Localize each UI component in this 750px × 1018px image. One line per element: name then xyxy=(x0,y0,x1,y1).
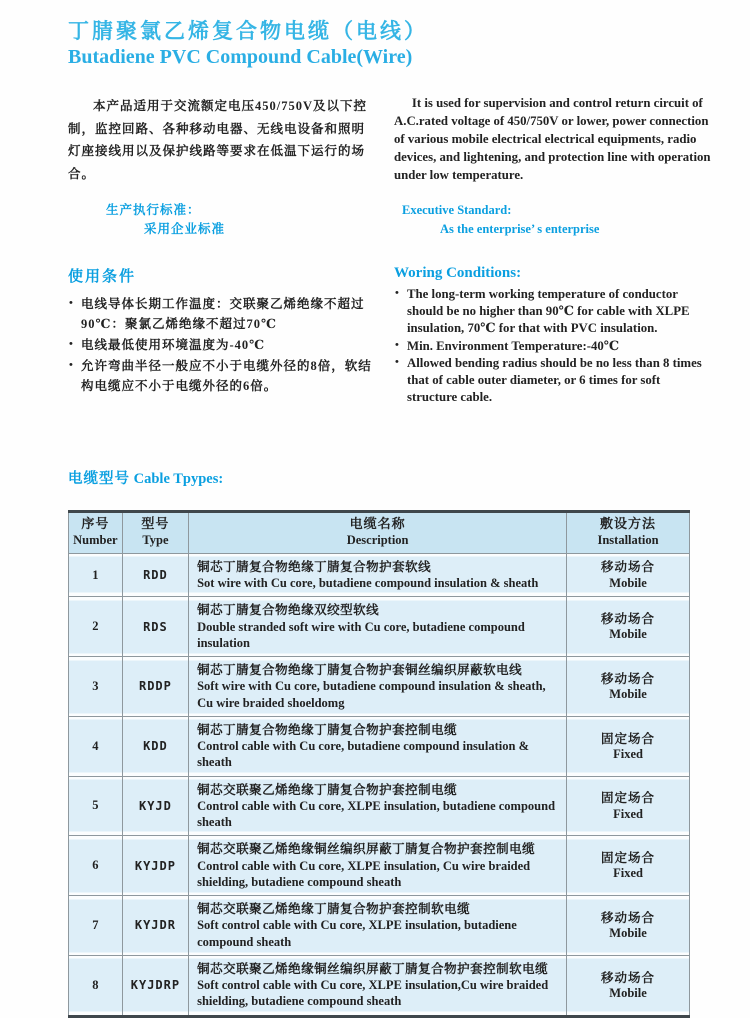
bullet-icon: • xyxy=(395,338,399,351)
cell-number: 4 xyxy=(69,716,123,776)
cell-number: 7 xyxy=(69,896,123,956)
intro-section xyxy=(68,95,711,239)
cell-number: 1 xyxy=(69,553,123,597)
cell-number: 3 xyxy=(69,657,123,717)
installation-zh: 移动场合 xyxy=(601,559,656,575)
cell-description xyxy=(189,836,567,896)
installation-zh: 移动场合 xyxy=(601,909,656,925)
cell-description xyxy=(189,657,567,717)
table-body xyxy=(69,553,690,1016)
condition-item-zh xyxy=(68,294,378,335)
cell-number: 8 xyxy=(69,955,123,1016)
cell-installation xyxy=(567,597,690,657)
col-header-type-en: Type xyxy=(142,532,169,547)
standard-value-en: As the enterprise’ s enterprise xyxy=(440,221,600,236)
standard-label-en: Executive Standard: xyxy=(402,202,512,217)
conditions-zh-column xyxy=(68,265,378,407)
condition-item-zh xyxy=(68,356,378,397)
cell-number: 5 xyxy=(69,776,123,836)
cell-type: KDD xyxy=(122,716,188,776)
cell-type: KYJDRP xyxy=(122,955,188,1016)
col-header-installation xyxy=(567,511,690,553)
condition-text-en: The long-term working temperature of conductor should be no higher than 90℃ for cable with XLPE insulation, 70℃ for that with PVC insulation. xyxy=(407,286,690,336)
cell-type: RDD xyxy=(122,553,188,597)
col-header-type xyxy=(122,511,188,553)
table-row xyxy=(69,955,690,1016)
condition-item-en xyxy=(394,286,712,338)
cell-installation xyxy=(567,553,690,597)
conditions-list-zh xyxy=(68,294,378,397)
condition-text-zh: 电线导体长期工作温度：交联聚乙烯绝缘不超过90℃：聚氯乙烯绝缘不超过70℃ xyxy=(81,296,365,332)
table-row xyxy=(69,716,690,776)
cell-type: KYJDP xyxy=(122,836,188,896)
cell-description xyxy=(189,896,567,956)
cell-installation xyxy=(567,657,690,717)
standard-label-zh: 生产执行标准： xyxy=(106,203,201,218)
installation-en: Mobile xyxy=(609,926,647,941)
condition-text-zh: 电线最低使用环境温度为-40℃ xyxy=(81,338,266,352)
col-header-installation-en: Installation xyxy=(597,532,659,547)
conditions-heading-en: Woring Conditions: xyxy=(394,264,522,281)
cable-name-zh: 铜芯交联聚乙烯绝缘丁腈复合物护套控制软电缆 xyxy=(197,901,471,917)
condition-text-en: Min. Environment Temperature:-40℃ xyxy=(407,338,620,353)
cable-name-zh: 铜芯丁腈复合物绝缘双绞型软线 xyxy=(197,602,380,618)
table-row xyxy=(69,896,690,956)
cable-name-en: Control cable with Cu core, XLPE insulation, Cu wire braided shielding, butadiene compound sheath xyxy=(197,858,531,889)
table-row xyxy=(69,553,690,597)
col-header-number-en: Number xyxy=(73,532,118,547)
condition-text-zh: 允许弯曲半径一般应不小于电缆外径的8倍，软结构电缆应不小于电缆外径的6倍。 xyxy=(81,358,372,394)
installation-en: Mobile xyxy=(609,627,647,642)
cable-name-en: Double stranded soft wire with Cu core, butadiene compound insulation xyxy=(197,619,525,650)
table-header-row xyxy=(69,511,690,553)
cell-type: KYJDR xyxy=(122,896,188,956)
installation-zh: 固定场合 xyxy=(601,730,656,746)
cell-installation xyxy=(567,836,690,896)
cell-type: KYJD xyxy=(122,776,188,836)
table-row xyxy=(69,776,690,836)
intro-paragraph-en: It is used for supervision and control return circuit of A.C.rated voltage of 450/750V or lower, power connection of various mobile electrical electrical equipments, radio devices, and lightening, and protection line with operation under low temperature. xyxy=(394,96,711,182)
standard-block-zh xyxy=(68,201,378,239)
cell-description xyxy=(189,955,567,1016)
condition-item-zh xyxy=(68,335,378,356)
table-heading-zh: 电缆型号 xyxy=(68,470,130,487)
cable-name-zh: 铜芯交联聚乙烯绝缘铜丝编织屏蔽丁腈复合物护套控制软电缆 xyxy=(197,960,549,976)
installation-en: Fixed xyxy=(613,746,643,761)
col-header-description-zh: 电缆名称 xyxy=(349,516,406,532)
cable-name-en: Control cable with Cu core, XLPE insulation, butadiene compound sheath xyxy=(197,798,556,830)
page-title-zh: 丁腈聚氯乙烯复合物电缆（电线） xyxy=(68,19,428,43)
cell-description xyxy=(189,553,567,597)
bullet-icon: • xyxy=(395,286,399,299)
condition-item-en xyxy=(394,338,712,355)
conditions-en-column xyxy=(394,265,712,407)
table-row xyxy=(69,836,690,896)
intro-zh-column xyxy=(68,95,378,239)
page-title-en: Butadiene PVC Compound Cable(Wire) xyxy=(68,46,413,69)
cell-description xyxy=(189,716,567,776)
cell-installation xyxy=(567,776,690,836)
cable-name-zh: 铜芯丁腈复合物绝缘丁腈复合物护套控制电缆 xyxy=(197,721,458,737)
conditions-list-en xyxy=(394,286,712,407)
installation-en: Mobile xyxy=(609,687,647,702)
bullet-icon: • xyxy=(395,355,399,368)
cell-installation xyxy=(567,896,690,956)
col-header-description-en: Description xyxy=(346,532,409,547)
cable-name-en: Soft control cable with Cu core, XLPE insulation,Cu wire braided shielding, butadiene compound sheath xyxy=(197,978,549,1009)
cell-number: 2 xyxy=(69,597,123,657)
condition-text-en: Allowed bending radius should be no less than 8 times that of cable outer diameter, or 6 times for soft structure cable. xyxy=(407,355,702,405)
standard-block-en xyxy=(394,201,712,239)
bullet-icon: • xyxy=(69,296,74,309)
conditions-heading-zh: 使用条件 xyxy=(68,266,137,285)
bullet-icon: • xyxy=(69,358,74,371)
cable-name-zh: 铜芯丁腈复合物绝缘丁腈复合物护套铜丝编织屏蔽软电线 xyxy=(197,662,523,678)
cable-name-zh: 铜芯交联聚乙烯绝缘丁腈复合物护套控制电缆 xyxy=(197,781,458,797)
cell-description xyxy=(189,776,567,836)
installation-en: Fixed xyxy=(613,866,643,881)
bullet-icon: • xyxy=(69,338,74,350)
col-header-type-zh: 型号 xyxy=(141,516,170,532)
cell-type: RDDP xyxy=(122,657,188,717)
intro-paragraph-zh: 本产品适用于交流额定电压450/750V及以下控制，监控回路、各种移动电器、无线电设备和照明灯座接线用以及保护线路等要求在低温下运行的场合。 xyxy=(68,99,368,181)
table-section-heading xyxy=(68,467,698,488)
col-header-number xyxy=(69,511,123,553)
installation-en: Mobile xyxy=(609,575,647,590)
cell-description xyxy=(189,597,567,657)
cell-type: RDS xyxy=(122,597,188,657)
col-header-installation-zh: 敷设方法 xyxy=(600,516,657,532)
installation-en: Fixed xyxy=(613,806,643,821)
cell-installation xyxy=(567,716,690,776)
cell-installation xyxy=(567,955,690,1016)
cell-number: 6 xyxy=(69,836,123,896)
cable-name-en: Soft wire with Cu core, butadiene compound insulation & sheath, Cu wire braided shoeldomg xyxy=(197,679,546,710)
cable-name-en: Control cable with Cu core, butadiene compound insulation & sheath xyxy=(197,739,529,770)
installation-zh: 移动场合 xyxy=(601,969,656,985)
cable-name-en: Soft control cable with Cu core, XLPE insulation, butadiene compound sheath xyxy=(197,918,517,949)
installation-zh: 固定场合 xyxy=(601,850,656,866)
standard-value-zh: 采用企业标准 xyxy=(144,222,226,236)
table-row xyxy=(69,597,690,657)
installation-zh: 移动场合 xyxy=(601,611,656,627)
cable-name-zh: 铜芯丁腈复合物绝缘丁腈复合物护套软线 xyxy=(197,558,432,574)
cable-types-table xyxy=(68,510,690,1018)
table-row xyxy=(69,657,690,717)
cable-name-zh: 铜芯交联聚乙烯绝缘铜丝编织屏蔽丁腈复合物护套控制电缆 xyxy=(197,841,536,857)
page-header xyxy=(68,18,698,69)
cable-name-en: Sot wire with Cu core, butadiene compound insulation & sheath xyxy=(197,576,539,591)
installation-zh: 移动场合 xyxy=(601,670,656,686)
col-header-description xyxy=(189,511,567,553)
installation-zh: 固定场合 xyxy=(601,790,656,806)
installation-en: Mobile xyxy=(609,985,647,1000)
conditions-section xyxy=(68,264,702,407)
condition-item-en xyxy=(394,355,712,407)
intro-en-column xyxy=(394,95,712,239)
col-header-number-zh: 序号 xyxy=(81,516,110,532)
table-heading-en: Cable Tpypes: xyxy=(130,470,224,487)
